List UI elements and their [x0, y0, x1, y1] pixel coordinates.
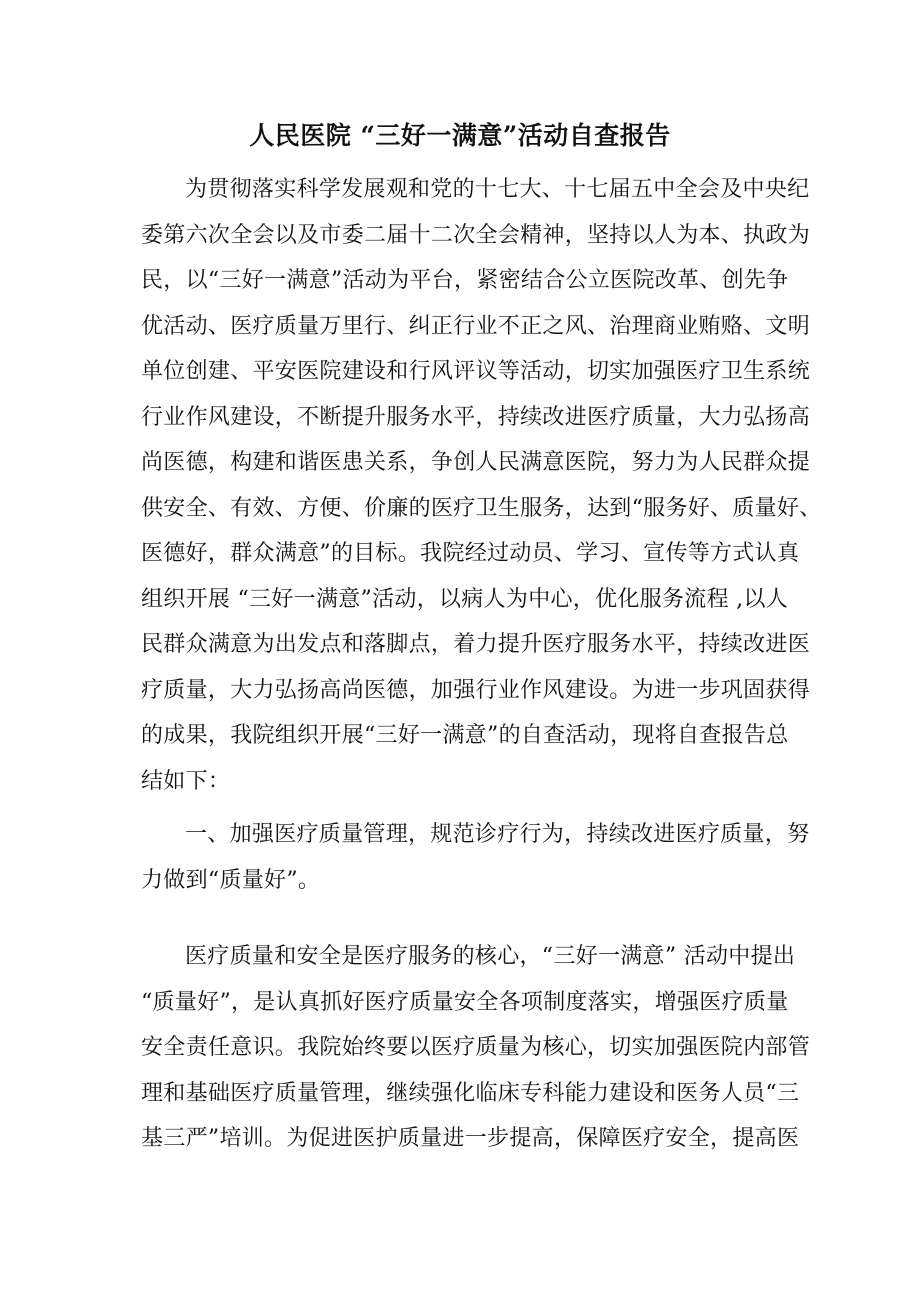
text-line: 为贯彻落实科学发展观和党的十七大、十七届五中全会及中央纪 [185, 177, 810, 202]
paragraph-quality [141, 934, 811, 1162]
text-line: 单位创建、平安医院建设和行风评议等活动，切实加强医疗卫生系统 [141, 359, 811, 384]
text-line: 医德好，群众满意”的目标。我院经过动员、学习、宣传等方式认真 [141, 541, 800, 566]
text-line: 组织开展 “三好一满意”活动，以病人为中心，优化服务流程 ,以人 [141, 586, 789, 612]
text-line: 优活动、医疗质量万里行、纠正行业不正之风、治理商业贿赂、文明 [141, 313, 811, 339]
text-line: 结如下： [141, 768, 231, 794]
text-line: 医疗质量和安全是医疗服务的核心，“三好一满意” 活动中提出 [185, 944, 796, 969]
text-line: 民，以“三好一满意”活动为平台，紧密结合公立医院改革、创先争 [141, 268, 789, 293]
text-line: 的成果，我院组织开展“三好一满意”的自查活动，现将自查报告总 [141, 723, 789, 748]
section-heading-1 [141, 812, 810, 903]
text-line: 基三严”培训。为促进医护质量进一步提高，保障医疗安全，提高医 [141, 1126, 800, 1151]
text-line: 一、加强医疗质量管理，规范诊疗行为，持续改进医疗质量，努 [185, 822, 810, 847]
paragraph-intro [141, 167, 822, 804]
text-line: 民群众满意为出发点和落脚点，着力提升医疗服务水平，持续改进医 [141, 632, 811, 657]
text-line: 安全责任意识。我院始终要以医疗质量为核心，切实加强医院内部管 [141, 1035, 811, 1060]
text-line: 行业作风建设，不断提升服务水平，持续改进医疗质量，大力弘扬高 [141, 404, 811, 430]
text-line: 供安全、有效、方便、价廉的医疗卫生服务，达到“服务好、质量好、 [141, 495, 822, 521]
text-line: 力做到“质量好”。 [141, 867, 321, 893]
text-line: 委第六次全会以及市委二届十二次全会精神，坚持以人为本、执政为 [141, 222, 811, 248]
text-line: 疗质量，大力弘扬高尚医德，加强行业作风建设。为进一步巩固获得 [141, 677, 811, 703]
text-line: 尚医德，构建和谐医患关系，争创人民满意医院，努力为人民群众提 [141, 450, 811, 475]
text-line: 理和基础医疗质量管理，继续强化临床专科能力建设和医务人员“三 [141, 1080, 800, 1106]
text-line: “质量好”，是认真抓好医疗质量安全各项制度落实，增强医疗质量 [141, 989, 789, 1015]
document-title: 人民医院 “三好一满意”活动自查报告 [249, 121, 671, 150]
